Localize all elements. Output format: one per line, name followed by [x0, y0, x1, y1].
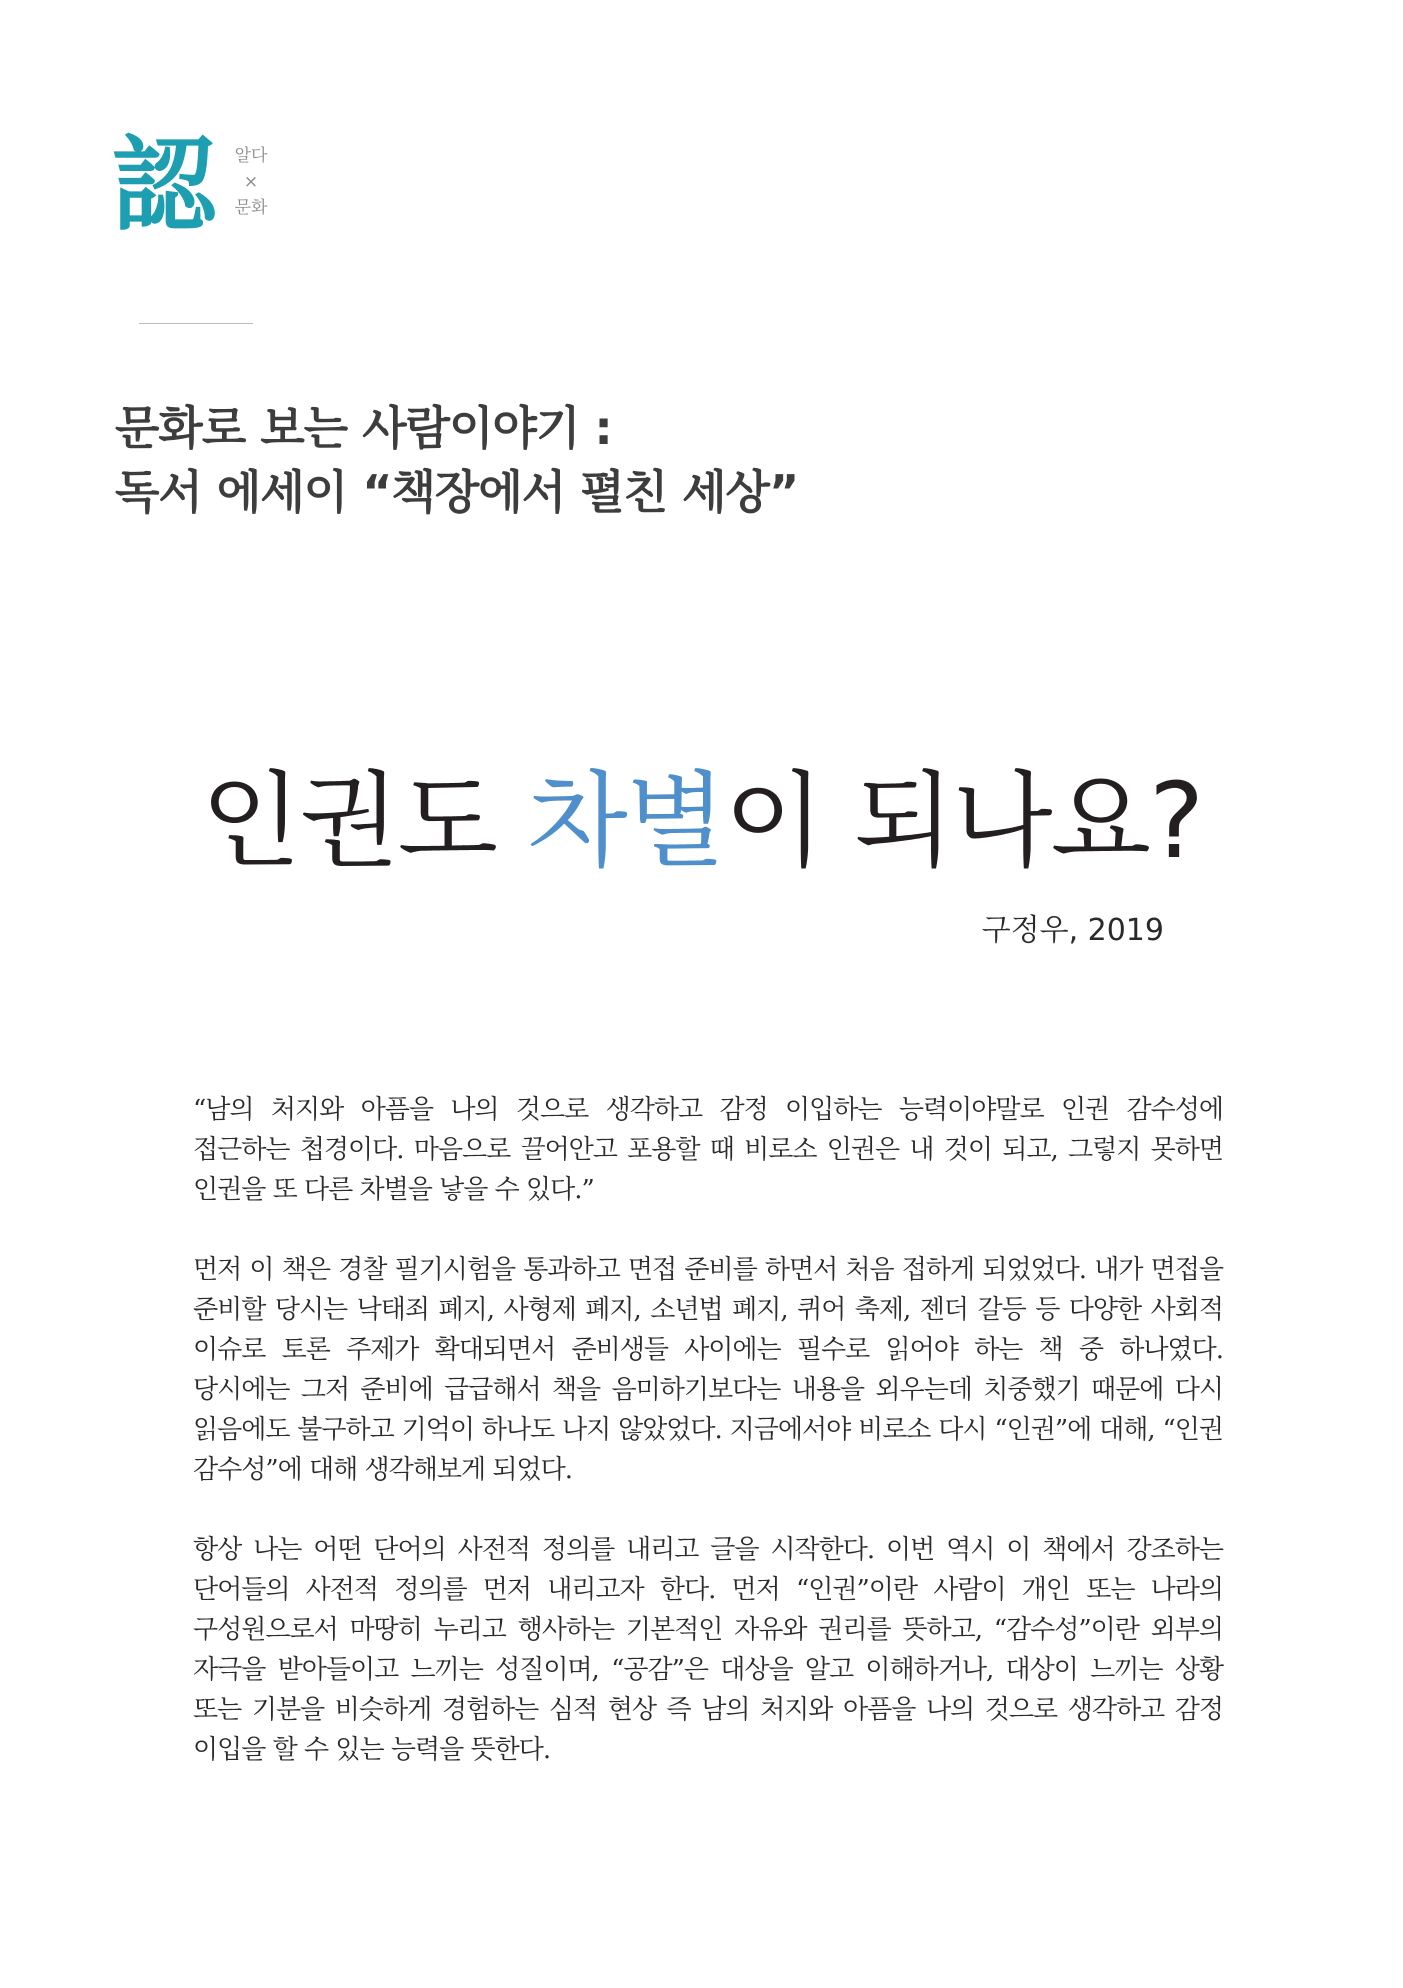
- logo-subtitle-mid: ×: [243, 172, 259, 192]
- author-byline: 구정우, 2019: [981, 913, 1164, 948]
- logo-subtitle-bottom: 문화: [234, 198, 268, 218]
- logo-subtitle-top: 알다: [234, 146, 268, 166]
- paragraph-3: 항상 나는 어떤 단어의 사전적 정의를 내리고 글을 시작한다. 이번 역시 이 책에서 강조하는 단어들의 사전적 정의를 먼저 내리고자 한다. 먼저 “인권”이란 사람이 개인 또는 나라의 구성원으로서 마땅히 누리고 행사하는 기본적인 자유와 권리를 뜻하고, “감수성”이란 외부의 자극을 받아들이고 느끼는 성질이며, “공감”은 대상을 알고 이해하거나, 대상이 느끼는 상황 또는 기분을 비슷하게 경험하는 심적 현상 즉 남의 처지와 아픔을 나의 것으로 생각하고 감정 이입을 할 수 있는 능력을 뜻한다.: [193, 1535, 1223, 1765]
- logo-mark: 認: [112, 124, 213, 246]
- main-title: [0, 756, 1403, 886]
- main-title-part-2: 이 되나요?: [724, 760, 1203, 882]
- series-title-line-1: 문화로 보는 사람이야기 :: [115, 401, 612, 455]
- main-title-part-1: 인권도: [200, 760, 528, 882]
- main-title-accent: 차별: [527, 760, 725, 882]
- paragraph-2: 먼저 이 책은 경찰 필기시험을 통과하고 면접 준비를 하면서 처음 접하게 되었었다. 내가 면접을 준비할 당시는 낙태죄 폐지, 사형제 폐지, 소년법 폐지, 퀴어 축제, 젠더 갈등 등 다양한 사회적 이슈로 토론 주제가 확대되면서 준비생들 사이에는 필수로 읽어야 하는 책 중 하나였다. 당시에는 그저 준비에 급급해서 책을 음미하기보다는 내용을 외우는데 치중했기 때문에 다시 읽음에도 불구하고 기억이 하나도 나지 않았었다. 지금에서야 비로소 다시 “인권”에 대해, “인권 감수성”에 대해 생각해보게 되었다.: [193, 1255, 1223, 1485]
- series-title-line-2: 독서 에세이 “책장에서 펼친 세상”: [115, 465, 799, 519]
- logo: [112, 124, 282, 246]
- paragraph-quote: “남의 처지와 아픔을 나의 것으로 생각하고 감정 이입하는 능력이야말로 인권 감수성에 접근하는 첩경이다. 마음으로 끌어안고 포용할 때 비로소 인권은 내 것이 되고, 그렇지 못하면 인권을 또 다른 차별을 낳을 수 있다.”: [193, 1095, 1223, 1205]
- divider: [139, 323, 253, 324]
- series-title: [115, 396, 1215, 524]
- logo-subtitle: [229, 143, 273, 221]
- body-text: [193, 1090, 1223, 1810]
